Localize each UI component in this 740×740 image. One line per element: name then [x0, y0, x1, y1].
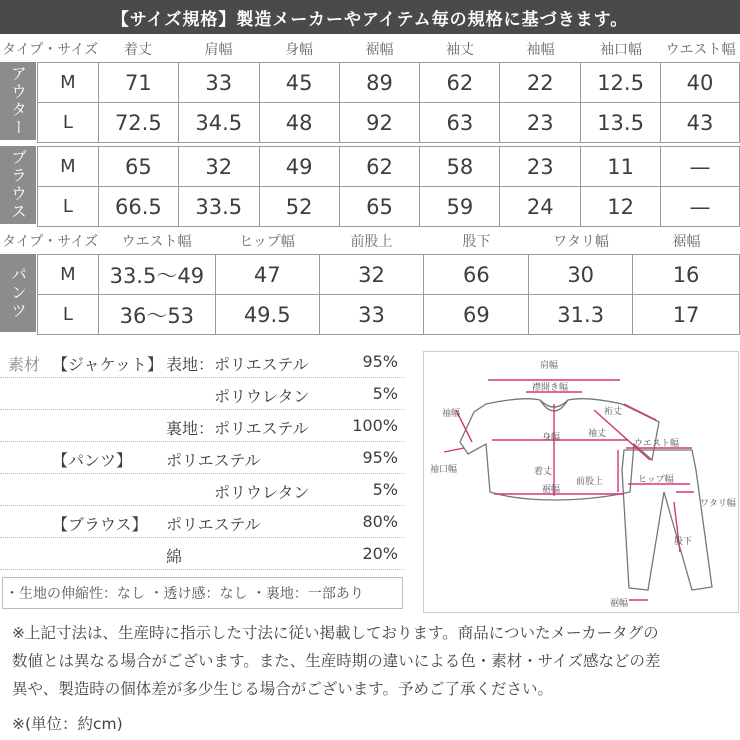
table-row	[38, 295, 740, 335]
size-cell: L	[38, 103, 99, 143]
table1-col-header: 裾幅	[365, 42, 394, 58]
value-cell: 30	[529, 255, 633, 295]
value-cell: 47	[215, 255, 319, 295]
value-cell: —	[661, 187, 740, 227]
value-cell: 32	[319, 255, 424, 295]
value-cell: 52	[259, 187, 339, 227]
size-note-line: 数値とは異なる場合がございます。また、生産時期の違いによる色・素材・サイズ感などの差	[12, 652, 661, 670]
value-cell: 62	[420, 63, 500, 103]
diagram-label: 身幅	[542, 433, 561, 443]
list-item	[0, 506, 404, 538]
diagram-label: 袖丈	[588, 429, 607, 439]
value-cell: 31.3	[529, 295, 633, 335]
table1-col-header: ウエスト幅	[665, 42, 736, 58]
material-name: 綿	[166, 547, 183, 566]
material-percent: 95%	[362, 448, 398, 467]
value-cell: 49	[259, 147, 339, 187]
value-cell: 33.5〜49	[98, 255, 215, 295]
table2-header-row	[0, 228, 740, 254]
value-cell: 13.5	[581, 103, 661, 143]
material-percent: 5%	[372, 480, 398, 499]
diagram-label: ワタリ幅	[700, 499, 736, 509]
material-percent: 80%	[362, 512, 398, 531]
value-cell: 69	[424, 295, 529, 335]
material-name: 表地：ポリエステル	[166, 355, 309, 374]
diagram-label: 股下	[674, 537, 693, 547]
material-percent: 20%	[362, 544, 398, 563]
fabric-features-box: ・生地の伸縮性：なし ・透け感：なし ・裏地：一部あり	[2, 577, 403, 609]
value-cell: 72.5	[98, 103, 178, 143]
diagram-label: 襟開き幅	[532, 383, 569, 393]
material-item: 【ジャケット】	[52, 355, 163, 374]
materials-label: 素材	[8, 355, 41, 374]
value-cell: 17	[633, 295, 740, 335]
list-item	[0, 442, 404, 474]
value-cell: 23	[500, 103, 581, 143]
diagram-label: ウエスト幅	[634, 439, 680, 449]
size-cell: M	[38, 63, 99, 103]
group-label-pants: パンツ	[0, 254, 36, 332]
list-item	[0, 378, 404, 410]
table2-corner-label: タイプ・サイズ	[2, 234, 99, 250]
size-table-outer	[37, 62, 740, 143]
value-cell: 66	[424, 255, 529, 295]
table-row	[38, 187, 740, 227]
value-cell: 65	[339, 187, 420, 227]
table2-col-header: ウエスト幅	[121, 234, 192, 250]
table2-col-header: 裾幅	[672, 234, 701, 250]
list-item	[0, 346, 404, 378]
value-cell: 49.5	[215, 295, 319, 335]
value-cell: 24	[500, 187, 581, 227]
diagram-label: 袖幅	[442, 409, 461, 419]
table2-col-header: ワタリ幅	[553, 234, 609, 250]
table1-col-header: 袖丈	[446, 42, 474, 58]
size-spec-header: 【サイズ規格】製造メーカーやアイテム毎の規格に基づきます。	[0, 0, 740, 34]
size-note-line: ※上記寸法は、生産時に指示した寸法に従い掲載しております。商品についたメーカータグの	[12, 624, 659, 642]
value-cell: 23	[500, 147, 581, 187]
diagram-label: 前股上	[576, 477, 604, 487]
diagram-label: 袖口幅	[430, 465, 458, 475]
value-cell: 32	[178, 147, 259, 187]
value-cell: 12	[581, 187, 661, 227]
value-cell: 40	[661, 63, 740, 103]
value-cell: 43	[661, 103, 740, 143]
value-cell: 89	[339, 63, 420, 103]
material-percent: 5%	[372, 384, 398, 403]
size-cell: L	[38, 187, 99, 227]
value-cell: 66.5	[98, 187, 178, 227]
size-cell: L	[38, 295, 99, 335]
diagram-label: 裾幅	[542, 485, 561, 495]
value-cell: 33	[178, 63, 259, 103]
value-cell: 48	[259, 103, 339, 143]
diagram-label: 裾幅	[610, 599, 629, 609]
size-note-line: 異や、製造時の個体差が多少生じる場合がございます。予めご了承ください。	[12, 680, 553, 698]
unit-note: ※(単位：約cm)	[12, 715, 123, 733]
materials-list	[0, 346, 404, 574]
value-cell: 33.5	[178, 187, 259, 227]
measurement-diagram	[423, 351, 739, 613]
material-name: ポリウレタン	[214, 387, 310, 406]
value-cell: 58	[420, 147, 500, 187]
table2-col-header: ヒップ幅	[239, 234, 295, 250]
table-row	[38, 103, 740, 143]
table2-col-header: 股下	[462, 234, 491, 250]
value-cell: 92	[339, 103, 420, 143]
group-label-blouse: ブラウス	[0, 146, 36, 224]
group-label-outer: アウター	[0, 62, 36, 140]
table1-col-header: 身幅	[285, 42, 313, 58]
diagram-label: ヒップ幅	[638, 475, 674, 485]
table1-col-header: 袖口幅	[600, 42, 642, 58]
value-cell: 65	[98, 147, 178, 187]
size-cell: M	[38, 255, 99, 295]
diagram-label: 裄丈	[604, 407, 623, 417]
value-cell: 63	[420, 103, 500, 143]
value-cell: 11	[581, 147, 661, 187]
diagram-label: 着丈	[534, 467, 553, 477]
material-name: ポリエステル	[166, 451, 261, 470]
table2-col-header: 前股上	[350, 234, 393, 250]
material-percent: 95%	[362, 352, 398, 371]
value-cell: 59	[420, 187, 500, 227]
value-cell: 45	[259, 63, 339, 103]
table-row	[38, 147, 740, 187]
diagram-label: 肩幅	[540, 361, 559, 371]
material-name: ポリウレタン	[214, 483, 310, 502]
material-item: 【ブラウス】	[52, 515, 148, 534]
table-row	[38, 63, 740, 103]
list-item	[0, 474, 404, 506]
size-cell: M	[38, 147, 99, 187]
value-cell: 16	[633, 255, 740, 295]
size-table-blouse	[37, 146, 740, 227]
list-item	[0, 410, 404, 442]
value-cell: 22	[500, 63, 581, 103]
value-cell: 34.5	[178, 103, 259, 143]
material-name: 裏地：ポリエステル	[166, 419, 309, 438]
value-cell: 62	[339, 147, 420, 187]
table-row	[38, 255, 740, 295]
material-percent: 100%	[352, 416, 398, 435]
value-cell: 12.5	[581, 63, 661, 103]
size-table-pants	[37, 254, 740, 335]
table1-header-row	[0, 36, 740, 62]
material-item: 【パンツ】	[52, 451, 133, 470]
value-cell: —	[661, 147, 740, 187]
value-cell: 33	[319, 295, 424, 335]
list-item	[0, 538, 404, 570]
table1-col-header: 袖幅	[526, 42, 555, 58]
material-name: ポリエステル	[166, 515, 261, 534]
value-cell: 36〜53	[98, 295, 215, 335]
table1-col-header: 肩幅	[204, 42, 233, 58]
table1-corner-label: タイプ・サイズ	[2, 42, 99, 58]
value-cell: 71	[98, 63, 178, 103]
table1-col-header: 着丈	[124, 42, 152, 58]
